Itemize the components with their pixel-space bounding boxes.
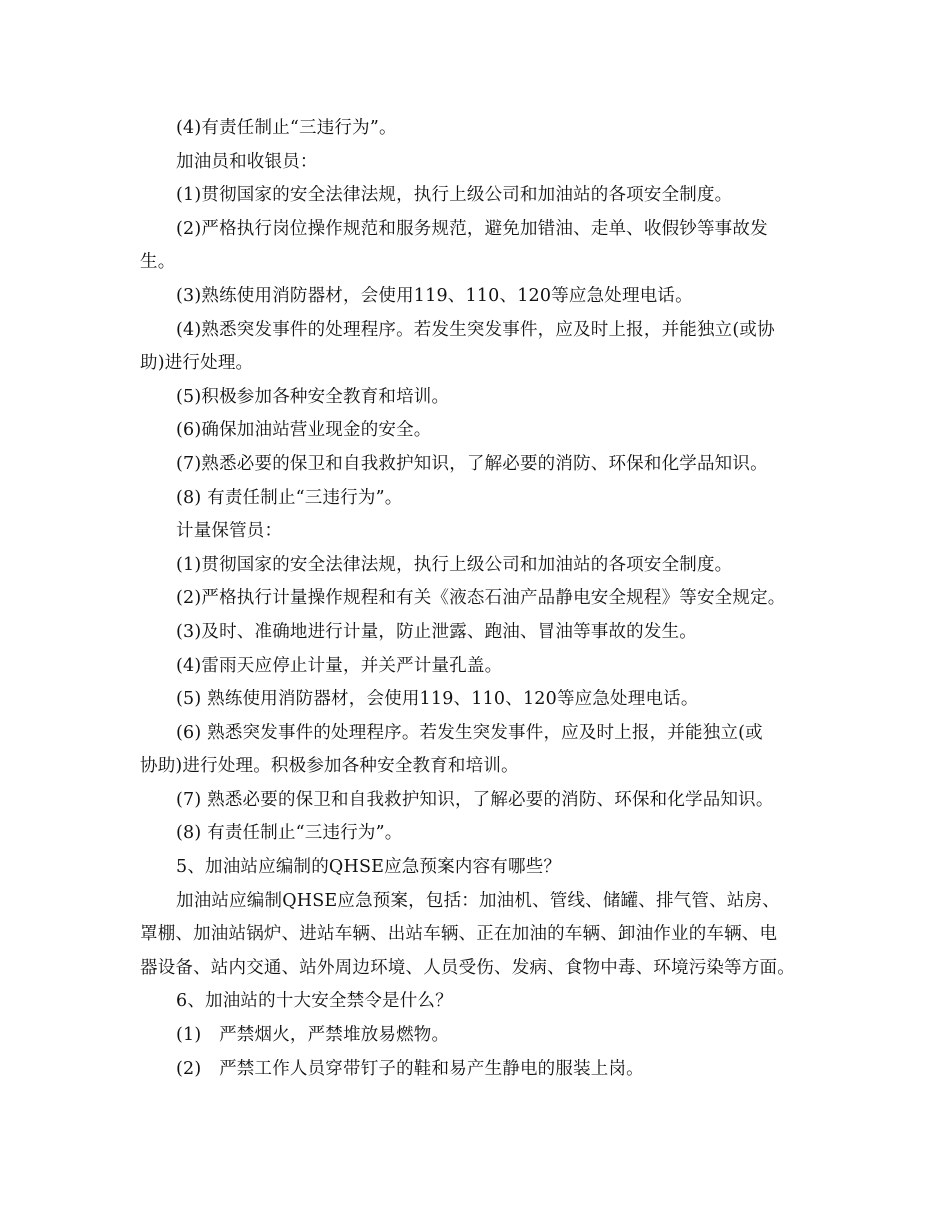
text-line: (4)熟悉突发事件的处理程序。若发生突发事件，应及时上报，并能独立(或协	[176, 319, 775, 340]
text-line: 助)进行处理。	[140, 353, 254, 374]
text-line: (1)贯彻国家的安全法律法规，执行上级公司和加油站的各项安全制度。	[176, 554, 733, 575]
question-heading: 6、加油站的十大安全禁令是什么？	[176, 991, 453, 1012]
document-page	[140, 112, 830, 1086]
text-line: (3)及时、准确地进行计量，防止泄露、跑油、冒油等事故的发生。	[176, 621, 697, 642]
text-line: (2)严格执行计量操作规程和有关《液态石油产品静电安全规程》等安全规定。	[176, 588, 786, 609]
text-line: (2)严格执行岗位操作规范和服务规范，避免加错油、走单、收假钞等事故发	[176, 218, 768, 239]
text-line: (5) 熟练使用消防器材，会使用119、110、120等应急处理电话。	[176, 689, 699, 710]
text-line: (6)确保加油站营业现金的安全。	[176, 420, 432, 441]
text-line: 加油站应编制QHSE应急预案，包括：加油机、管线、储罐、排气管、站房、	[176, 890, 780, 911]
section-heading: 加油员和收银员：	[176, 151, 318, 172]
text-line: (6) 熟悉突发事件的处理程序。若发生突发事件，应及时上报，并能独立(或	[176, 722, 763, 743]
text-line: 生。	[140, 252, 176, 273]
text-line: (1) 严禁烟火，严禁堆放易燃物。	[176, 1025, 450, 1046]
text-line: 协助)进行处理。积极参加各种安全教育和培训。	[140, 756, 519, 777]
text-line: (4)有责任制止“三违行为”。	[176, 118, 397, 138]
text-line: (8) 有责任制止“三违行为”。	[176, 823, 403, 844]
text-line: (1)贯彻国家的安全法律法规，执行上级公司和加油站的各项安全制度。	[176, 185, 733, 206]
text-line: (4)雷雨天应停止计量，并关严计量孔盖。	[176, 655, 503, 676]
text-line: (3)熟练使用消防器材，会使用119、110、120等应急处理电话。	[176, 285, 693, 306]
section-heading: 计量保管员：	[176, 521, 283, 542]
text-line: (8) 有责任制止“三违行为”。	[176, 487, 403, 508]
text-line: (7)熟悉必要的保卫和自我救护知识，了解必要的消防、环保和化学品知识。	[176, 453, 768, 474]
text-line: 器设备、站内交通、站外周边环境、人员受伤、发病、食物中毒、环境污染等方面。	[140, 957, 795, 978]
question-heading: 5、加油站应编制的QHSE应急预案内容有哪些？	[176, 857, 562, 878]
text-line: 罩棚、加油站锅炉、进站车辆、出站车辆、正在加油的车辆、卸油作业的车辆、电	[140, 924, 778, 945]
text-line: (7) 熟悉必要的保卫和自我救护知识，了解必要的消防、环保和化学品知识。	[176, 789, 774, 810]
text-line: (2) 严禁工作人员穿带钉子的鞋和易产生静电的服装上岗。	[176, 1058, 644, 1079]
text-line: (5)积极参加各种安全教育和培训。	[176, 386, 450, 407]
